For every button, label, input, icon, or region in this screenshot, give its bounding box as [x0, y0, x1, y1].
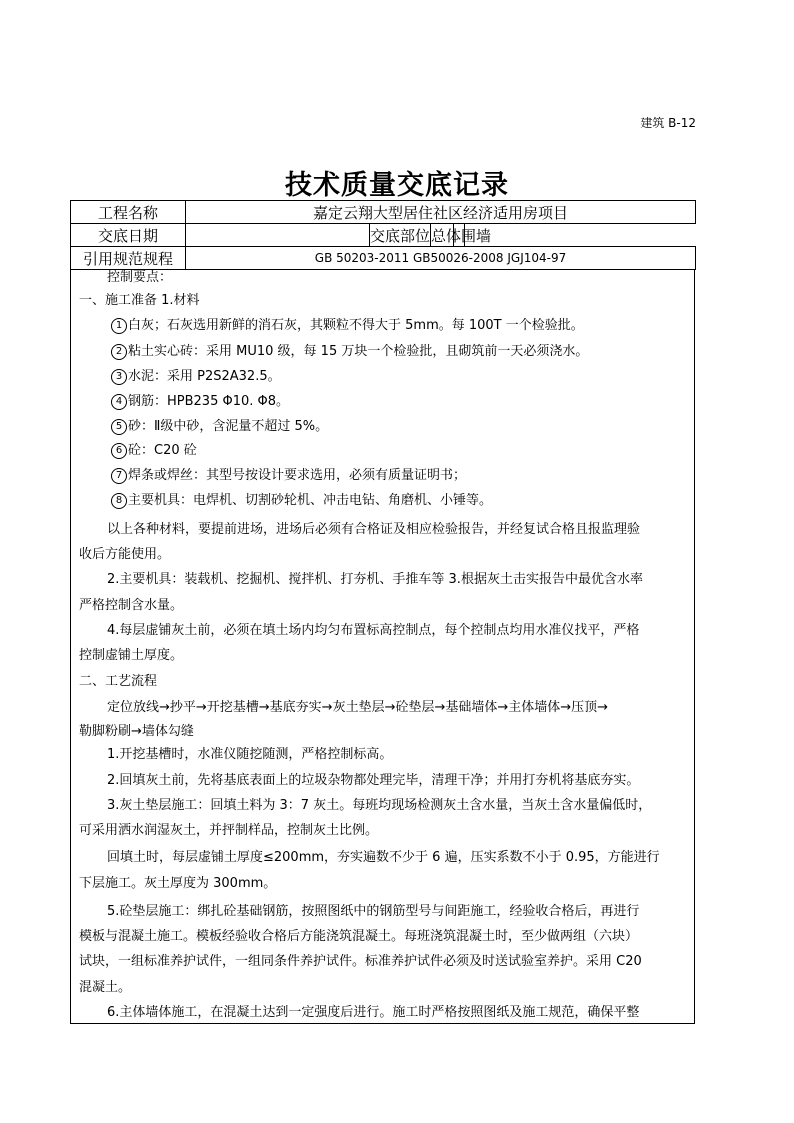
project-value: 嘉定云翔大型居住社区经济适用房项目 — [186, 201, 696, 224]
circled-number-icon: 1 — [111, 318, 127, 334]
document-code: 建筑 B-12 — [640, 116, 696, 130]
body-line-text: 回填土时，每层虚铺土厚度≤200mm，夯实遍数不少于 6 遍，压实系数不小于 0.95，方能进行 — [107, 850, 660, 865]
header-table — [70, 200, 696, 270]
project-row — [71, 201, 696, 224]
circled-number-icon: 7 — [111, 468, 127, 484]
body-line — [79, 647, 686, 665]
body-line — [79, 622, 686, 640]
body-line — [79, 521, 686, 539]
project-label: 工程名称 — [71, 201, 186, 224]
body-line-text: 6.主体墙体施工，在混凝土达到一定强度后进行。施工时严格按照图纸及施工规范，确保平整 — [107, 1005, 640, 1020]
circled-number-icon: 8 — [111, 493, 127, 509]
circled-number-icon: 5 — [111, 419, 127, 435]
body-line-text: 粘土实心砖：采用 MU10 级，每 15 万块一个检验批，且砌筑前一天必须浇水。 — [128, 344, 589, 359]
body-line — [79, 492, 686, 510]
body-line — [79, 772, 686, 790]
body-line — [79, 979, 686, 997]
body-line — [79, 317, 686, 335]
part-value-wrapper — [370, 224, 492, 247]
body-line-text: 水泥：采用 P2S2A32.5。 — [128, 369, 281, 384]
body-line-text: 控制虚铺土厚度。 — [79, 648, 184, 663]
circled-number-icon: 3 — [111, 369, 127, 385]
body-line-text: 焊条或焊丝：其型号按设计要求选用，必须有质量证明书； — [128, 468, 467, 483]
body-line-text: 二、工艺流程 — [79, 674, 158, 689]
body-line-text: 严格控制含水量。 — [79, 598, 184, 613]
date-row — [71, 224, 696, 247]
body-line — [79, 849, 686, 867]
standard-row — [71, 247, 696, 270]
date-label: 交底日期 — [71, 224, 186, 247]
part-label-text: 交底部位 — [370, 226, 431, 245]
body-line — [79, 418, 686, 436]
body-line — [79, 953, 686, 971]
body-line-text: 控制要点： — [107, 270, 173, 285]
body-line-text: 砂：Ⅱ级中砂，含泥量不超过 5%。 — [128, 419, 329, 434]
body-line-text: 混凝土。 — [79, 980, 132, 995]
body-line-text: 砼：C20 砼 — [128, 443, 197, 458]
body-line-text: 5.砼垫层施工：绑扎砼基础钢筋，按照图纸中的钢筋型号与间距施工，经验收合格后，再进行 — [107, 904, 640, 919]
body-line — [79, 467, 686, 485]
body-line-text: 2.回填灰土前，先将基底表面上的垃圾杂物都处理完毕，清理干净；并用打夯机将基底夯实。 — [107, 773, 640, 788]
circled-number-icon: 4 — [111, 394, 127, 410]
body-line — [79, 699, 686, 717]
body-line-text: 主要机具：电焊机、切割砂轮机、冲击电钻、角磨机、小锤等。 — [128, 493, 493, 508]
body-line-text: 下层施工。灰土厚度为 300mm。 — [79, 876, 277, 891]
body-line — [79, 822, 686, 840]
part-label-cell — [369, 224, 431, 246]
body-line — [79, 393, 686, 411]
body-line-text: 定位放线→抄平→开挖基槽→基底夯实→灰土垫层→砼垫层→基础墙体→主体墙体→压顶→ — [107, 700, 609, 715]
standard-label: 引用规范规程 — [71, 247, 186, 270]
body-line-text: 试块，一组标准养护试件，一组同条件养护试件。标准养护试件必须及时送试验室养护。采用 C20 — [79, 954, 642, 969]
body-line — [79, 546, 686, 564]
page-title: 技术质量交底记录 — [285, 170, 509, 201]
body-line — [79, 797, 686, 815]
body-line-text: 模板与混凝土施工。模板经验收合格后方能浇筑混凝土。每班浇筑混凝土时，至少做两组（六块） — [79, 929, 639, 944]
body-line — [79, 571, 686, 589]
body-line — [79, 746, 686, 764]
body-line-text: 3.灰土垫层施工：回填土料为 3：7 灰土。每班均现场检测灰土含水量，当灰土含水量偏低时， — [107, 798, 652, 813]
body-line — [79, 343, 686, 361]
body-line-text: 1.开挖基槽时，水准仪随挖随测，严格控制标高。 — [107, 747, 393, 762]
body-line-text: 4.每层虚铺灰土前，必须在填土场内均匀布置标高控制点，每个控制点均用水准仪找平，严格 — [107, 623, 640, 638]
content-body — [70, 269, 695, 1024]
body-line-text: 收后方能使用。 — [79, 547, 171, 562]
body-line-text: 钢筋：HPB235 Φ10. Φ8。 — [128, 394, 290, 409]
body-line — [79, 1004, 686, 1022]
body-line-text: 勒脚粉刷→墙体勾缝 — [79, 724, 194, 739]
body-line — [79, 928, 686, 946]
body-line — [79, 597, 686, 615]
body-line — [79, 368, 686, 386]
body-line — [79, 723, 686, 741]
body-line — [79, 903, 686, 921]
circled-number-icon: 6 — [111, 443, 127, 459]
body-line — [79, 442, 686, 460]
body-line — [79, 292, 686, 310]
body-line-text: 白灰；石灰选用新鲜的消石灰，其颗粒不得大于 5mm。每 100T 一个检验批。 — [128, 318, 584, 333]
body-line — [79, 875, 686, 893]
body-line-text: 2.主要机具：装载机、挖掘机、搅拌机、打夯机、手推车等 3.根据灰土击实报告中最优含水率 — [107, 572, 643, 587]
standard-value: GB 50203-2011 GB50026-2008 JGJ104-97 — [186, 247, 696, 270]
body-line — [79, 673, 686, 691]
body-line — [79, 269, 686, 287]
body-line-text: 可采用洒水润湿灰土，并抨制样品，控制灰土比例。 — [79, 823, 379, 838]
circled-number-icon: 2 — [111, 344, 127, 360]
body-line-text: 以上各种材料，要提前进场，进场后必须有合格证及相应检验报告，并经复试合格且报监理验 — [107, 522, 641, 537]
body-line-text: 一、施工准备 1.材料 — [79, 293, 200, 308]
part-value: 总体围墙 — [431, 226, 492, 245]
